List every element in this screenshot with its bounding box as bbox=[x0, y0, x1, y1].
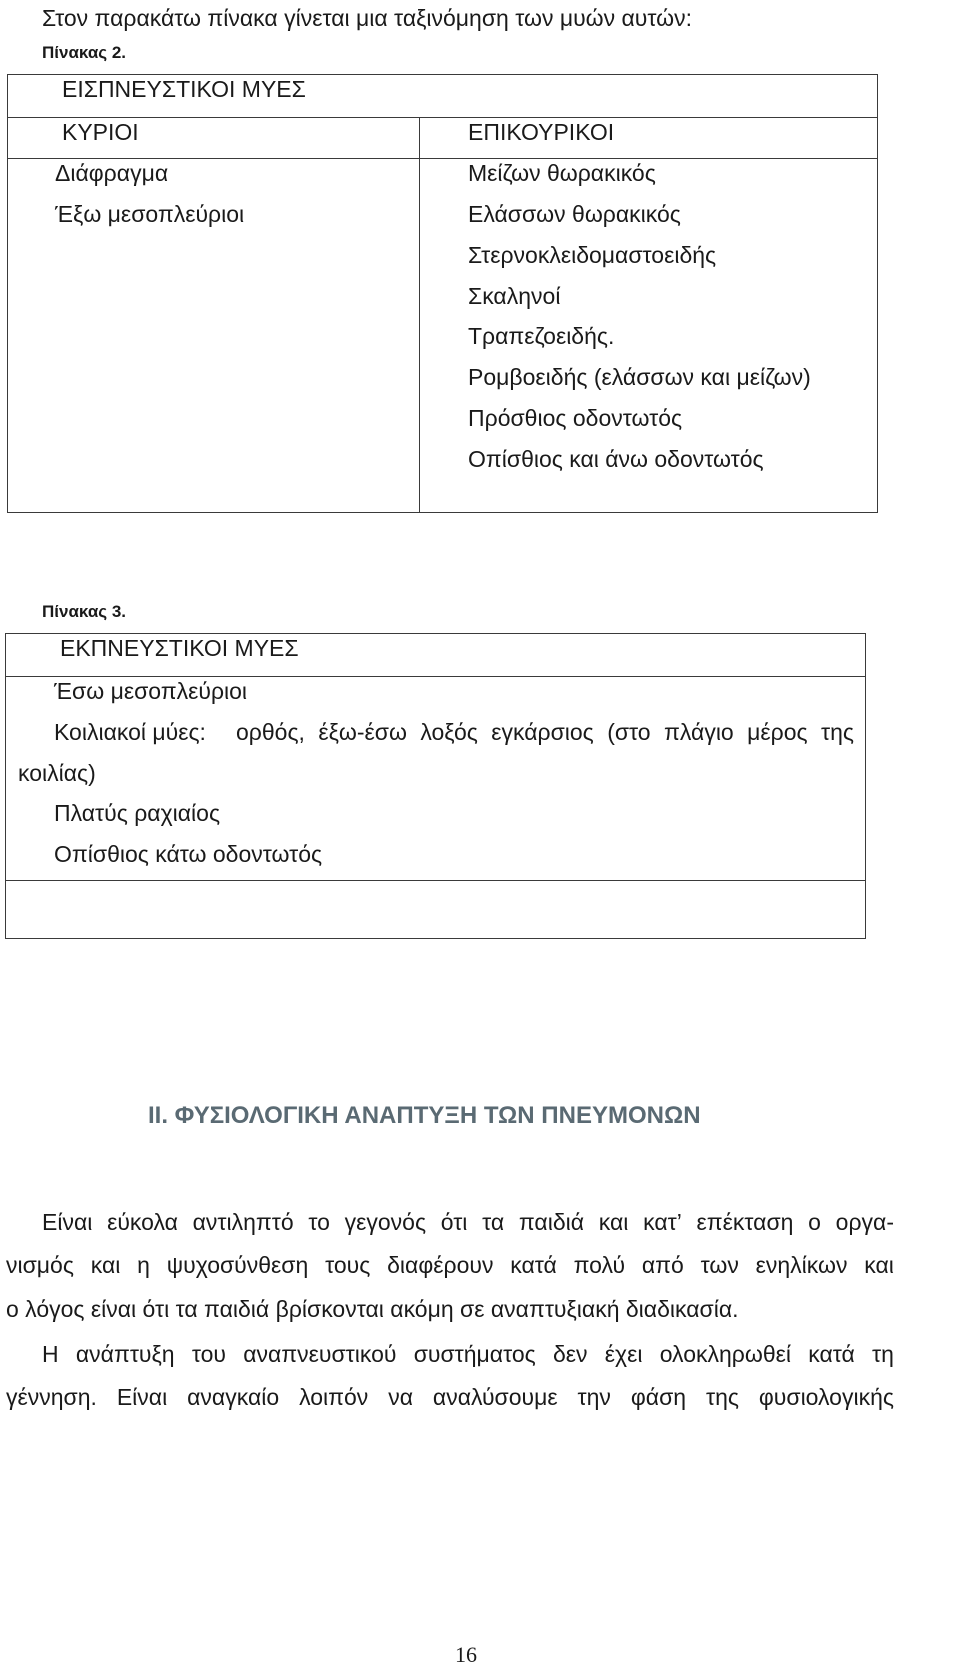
table3-caption: Πίνακας 3. bbox=[42, 602, 127, 621]
table2-aux-item: Ελάσσων θωρακικός bbox=[468, 201, 681, 227]
table3-row: Οπίσθιος κάτω οδοντωτός bbox=[54, 841, 323, 867]
table3-row2-text: ορθός, έξω-έσω λοξός εγκάρσιος (στο πλάγιο μέρος της bbox=[236, 719, 854, 745]
table3-empty-cell bbox=[5, 880, 866, 939]
page-number: 16 bbox=[455, 1642, 477, 1667]
paragraph-line: ο λόγος είναι ότι τα παιδιά βρίσκονται ακόμη σε αναπτυξιακή διαδικασία. bbox=[6, 1296, 739, 1322]
table2-aux-item: Πρόσθιος οδοντωτός bbox=[468, 405, 683, 431]
table2-aux-item: Οπίσθιος και άνω οδοντωτός bbox=[468, 446, 764, 472]
table2-aux-item: Μείζων θωρακικός bbox=[468, 160, 656, 186]
table3-row: Έσω μεσοπλεύριοι bbox=[54, 678, 248, 704]
table2-title: ΕΙΣΠΝΕΥΣΤΙΚΟΙ ΜΥΕΣ bbox=[62, 76, 306, 102]
paragraph-line: γέννηση. Είναι αναγκαίο λοιπόν να αναλύσουμε την φάση της φυσιολογικής bbox=[6, 1384, 894, 1410]
paragraph-line: Είναι εύκολα αντιληπτό το γεγονός ότι τα παιδιά και κατ’ επέκταση ο οργα- bbox=[42, 1209, 894, 1235]
table2-aux-item: Σκαληνοί bbox=[468, 283, 561, 309]
table2-caption: Πίνακας 2. bbox=[42, 43, 127, 62]
section-heading: II. ΦΥΣΙΟΛΟΓΙΚΗ ΑΝΑΠΤΥΞΗ ΤΩΝ ΠΝΕΥΜΟΝΩΝ bbox=[148, 1102, 701, 1129]
table2-aux-item: Στερνοκλειδομαστοειδής bbox=[468, 242, 717, 268]
table3-title: ΕΚΠΝΕΥΣΤΙΚΟΙ ΜΥΕΣ bbox=[60, 635, 299, 661]
table3-row2-label: Κοιλιακοί μύες: bbox=[54, 719, 206, 745]
table3-row2-cont: κοιλίας) bbox=[18, 760, 96, 786]
table2-aux-item: Ρομβοειδής (ελάσσων και μείζων) bbox=[468, 364, 811, 390]
paragraph-line: νισμός και η ψυχοσύνθεση τους διαφέρουν κατά πολύ από των ενηλίκων και bbox=[6, 1252, 894, 1278]
table3-row: Πλατύς ραχιαίος bbox=[54, 800, 221, 826]
table2-aux-item: Τραπεζοειδής. bbox=[468, 323, 615, 349]
table2-col-main: ΚΥΡΙΟΙ bbox=[62, 119, 139, 145]
paragraph-line: Η ανάπτυξη του αναπνευστικού συστήματος δεν έχει ολοκληρωθεί κατά τη bbox=[42, 1341, 894, 1367]
table2-col-aux: ΕΠΙΚΟΥΡΙΚΟΙ bbox=[468, 119, 615, 145]
intro-text: Στον παρακάτω πίνακα γίνεται μια ταξινόμηση των μυών αυτών: bbox=[42, 5, 692, 31]
table2-main-item: Διάφραγμα bbox=[55, 160, 169, 186]
table2-main-item: Έξω μεσοπλεύριοι bbox=[55, 201, 245, 227]
